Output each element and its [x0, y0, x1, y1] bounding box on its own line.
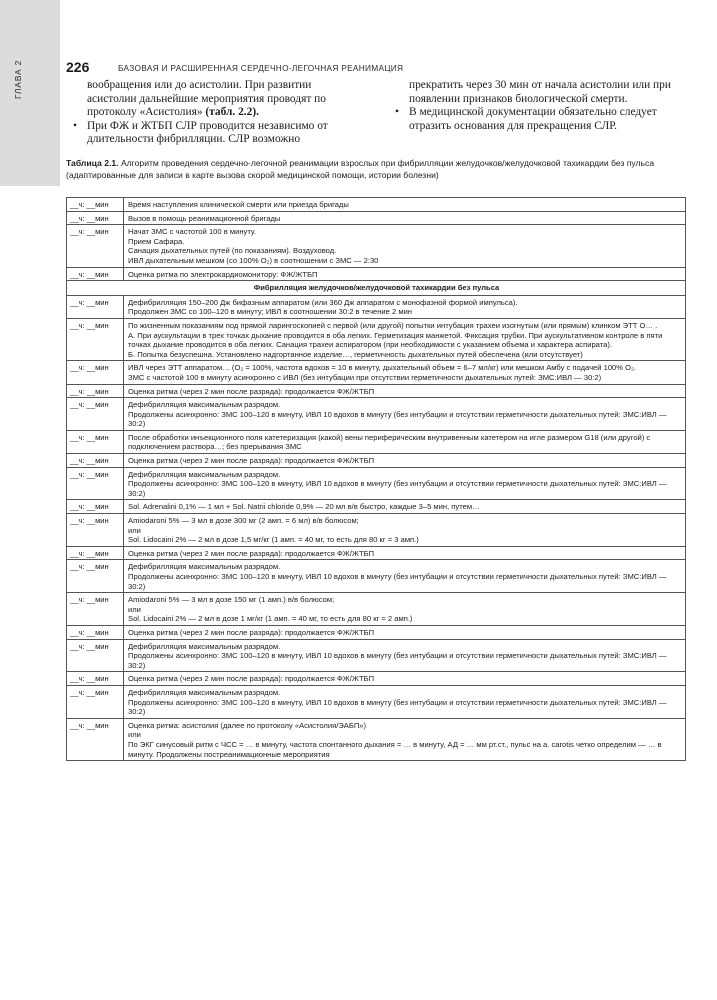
chapter-side-tab	[0, 0, 60, 186]
action-cell	[124, 295, 686, 318]
action-line: Дефибрилляция максимальным разрядом.	[128, 562, 281, 572]
action-line: Продолжены асинхронно: ЗМС 100–120 в минуту, ИВЛ 10 вдохов в минуту (без интубации и отсутствии герметичности дыхательных путей: ЗМС:ИВЛ — 30:2)	[128, 409, 667, 429]
action-cell	[124, 718, 686, 760]
table-row	[67, 560, 686, 593]
action-line: или	[128, 730, 141, 740]
time-cell: __ч: __мин	[67, 225, 124, 267]
time-cell: __ч: __мин	[67, 198, 124, 212]
running-title: БАЗОВАЯ И РАСШИРЕННАЯ СЕРДЕЧНО-ЛЕГОЧНАЯ РЕАНИМАЦИЯ	[118, 63, 404, 73]
time-cell: __ч: __мин	[67, 267, 124, 281]
action-line: ИВЛ дыхательным мешком (со 100% O₂) в соотношении с ЗМС — 2:30	[128, 255, 379, 265]
action-line: По жизненным показаниям под прямой ларингоскопией с первой (или другой) попытки интубация трахеи изогнутым (или прямым) клинком ЭТТ О… .	[128, 320, 658, 330]
table-row	[67, 211, 686, 225]
time-cell: __ч: __мин	[67, 398, 124, 431]
table-row	[67, 398, 686, 431]
action-cell	[124, 361, 686, 384]
table-section-row	[67, 281, 686, 296]
table-body-after	[67, 295, 686, 760]
action-line: ЗМС с частотой 100 в минуту асинхронно с ИВЛ (без интубации при отсутствии герметичности дыхательных путей: ЗМС:ИВЛ — 30:2)	[128, 372, 602, 382]
table-row	[67, 672, 686, 686]
action-cell	[124, 467, 686, 500]
action-cell	[124, 639, 686, 672]
action-line: Дефибрилляция максимальным разрядом.	[128, 400, 281, 410]
section-title: Фибрилляция желудочков/желудочковой тахикардии без пульса	[67, 281, 686, 296]
action-cell	[124, 454, 686, 468]
action-line: Оценка ритма (через 2 мин после разряда): продолжается ФЖ/ЖТБП	[128, 456, 375, 466]
action-line: ИВЛ через ЭТТ аппаратом… (O₂ = 100%, частота вдохов = 10 в минуту, дыхательный объем = 6–7 мл/кг) или мешком Амбу с подачей 100% O₂.	[128, 363, 637, 373]
action-line: Прием Сафара.	[128, 236, 185, 246]
table-row	[67, 361, 686, 384]
table-reference: (табл. 2.2).	[205, 106, 259, 119]
action-line: Оценка ритма по электрокардиомонитору: ФЖ/ЖТБП	[128, 269, 318, 279]
action-cell	[124, 384, 686, 398]
action-line: Amiodaroni 5% — 3 мл в дозе 300 мг (2 амп. = 6 мл) в/в болюсом;	[128, 516, 359, 526]
paragraph-left-text: вообращения или до асистолии. При развитии асистолии дальнейшие мероприятия проводят по протоколу «Асистолия»	[87, 79, 326, 119]
action-line: По ЭКГ синусовый ритм с ЧСС = … в минуту, частота спонтанного дыхания = … в минуту, АД = … мм рт.ст., пульс на a. carotis четко определим — … в минуту. Продолжены постреанимационные мероприятия	[128, 739, 662, 759]
paragraph-left	[66, 79, 356, 120]
action-line: Дефибрилляция максимальным разрядом.	[128, 687, 281, 697]
time-cell: __ч: __мин	[67, 454, 124, 468]
table-row	[67, 467, 686, 500]
protocol-table	[66, 197, 686, 761]
action-cell	[124, 211, 686, 225]
table-caption-label: Таблица 2.1.	[66, 158, 119, 168]
table-row	[67, 430, 686, 453]
time-cell: __ч: __мин	[67, 625, 124, 639]
table-row	[67, 514, 686, 547]
paragraph-right: прекратить через 30 мин от начала асистолии или при появлении признаков биологической смерти.	[409, 79, 671, 105]
table-row	[67, 318, 686, 360]
time-cell: __ч: __мин	[67, 546, 124, 560]
action-line: Продолжены асинхронно: ЗМС 100–120 в минуту, ИВЛ 10 вдохов в минуту (без интубации и отсутствии герметичности дыхательных путей: ЗМС:ИВЛ — 30:2)	[128, 572, 667, 591]
action-line: Amiodaroni 5% — 3 мл в дозе 150 мг (1 амп.) в/в болюсом;	[128, 595, 335, 605]
action-line: Sol. Lidocaini 2% — 2 мл в дозе 1,5 мг/кг (1 амп. = 40 мг, то есть для 80 кг = 3 амп.)	[128, 535, 419, 545]
action-line: Оценка ритма (через 2 мин после разряда): продолжается ФЖ/ЖТБП	[128, 386, 375, 396]
table-row	[67, 198, 686, 212]
action-line: После обработки инъекционного поля катетеризация (какой) вены периферическим внутривенным катетером на игле размером G18 (или другой) с подключением раствора…; без прерывания ЗМС	[128, 432, 651, 452]
action-cell	[124, 318, 686, 360]
action-line: Дефибрилляция максимальным разрядом.	[128, 469, 281, 479]
time-cell: __ч: __мин	[67, 500, 124, 514]
table-caption-text: Алгоритм проведения сердечно-легочной реанимации взрослых при фибрилляции желудочков/желудочковой тахикардии без пульса (адаптированные для записи в карте вызова скорой медицинской помощи, истории болезни)	[66, 158, 655, 180]
action-line: Оценка ритма: асистолия (далее по протоколу «Асистолия/ЭАБП»)	[128, 720, 367, 730]
table-row	[67, 384, 686, 398]
action-line: Продолжены асинхронно: ЗМС 100–120 в минуту, ИВЛ 10 вдохов в минуту (без интубации и отсутствии герметичности дыхательных путей: ЗМС:ИВЛ — 30:2)	[128, 651, 667, 670]
table-row	[67, 718, 686, 760]
time-cell: __ч: __мин	[67, 295, 124, 318]
action-line: Б. Попытка безуспешна. Установлено надгортанное изделие…, герметичность дыхательных путей обеспечена (или отсутствует)	[128, 349, 583, 359]
table-row	[67, 225, 686, 267]
time-cell: __ч: __мин	[67, 685, 124, 718]
action-cell	[124, 198, 686, 212]
action-cell	[124, 625, 686, 639]
action-cell	[124, 593, 686, 626]
action-line: Оценка ритма (через 2 мин после разряда): продолжается ФЖ/ЖТБП	[128, 548, 375, 558]
table-row	[67, 500, 686, 514]
table-row	[67, 546, 686, 560]
action-cell	[124, 546, 686, 560]
action-line: Дефибрилляция 150–200 Дж бифазным аппаратом (или 360 Дж аппаратом с монофазной формой импульса).	[128, 297, 518, 307]
action-line: Санация дыхательных путей (по показаниям). Воздуховод.	[128, 246, 337, 256]
time-cell: __ч: __мин	[67, 560, 124, 593]
text-column-left	[66, 79, 356, 147]
time-cell: __ч: __мин	[67, 467, 124, 500]
table-row	[67, 685, 686, 718]
action-line: Оценка ритма (через 2 мин после разряда): продолжается ФЖ/ЖТБП	[128, 674, 375, 684]
action-line: А. При аускультации в трех точках дыхание проводится в оба легких. Герметизация манжетой. Фиксация трубки. При аускультативном контроле в пяти точках дыхание проводится в оба легких. Санация трахеи аспиратором (при необходимости с указанием объема и характера аспирата).	[128, 330, 663, 350]
time-cell: __ч: __мин	[67, 361, 124, 384]
action-line: или	[128, 525, 141, 535]
action-line: Продолжен ЗМС со 100–120 в минуту; ИВЛ в соотношении 30:2 в течение 2 мин	[128, 307, 413, 317]
action-line: Sol. Lidocaini 2% — 2 мл в дозе 1 мг/кг (1 амп. = 40 мг, то есть для 80 кг = 2 амп.)	[128, 614, 413, 624]
action-line: Оценка ритма (через 2 мин после разряда): продолжается ФЖ/ЖТБП	[128, 627, 375, 637]
text-column-right	[388, 79, 678, 133]
time-cell: __ч: __мин	[67, 430, 124, 453]
time-cell: __ч: __мин	[67, 384, 124, 398]
action-cell	[124, 672, 686, 686]
table-row	[67, 639, 686, 672]
table-section	[67, 281, 686, 296]
table-row	[67, 295, 686, 318]
action-cell	[124, 398, 686, 431]
action-line: Время наступления клинической смерти или приезда бригады	[128, 200, 349, 209]
table-row	[67, 454, 686, 468]
action-cell	[124, 267, 686, 281]
time-cell: __ч: __мин	[67, 718, 124, 760]
page-number: 226	[66, 59, 90, 75]
action-line: Продолжены асинхронно: ЗМС 100–120 в минуту, ИВЛ 10 вдохов в минуту (без интубации и отсутствии герметичности дыхательных путей: ЗМС:ИВЛ — 30:2)	[128, 697, 667, 717]
action-cell	[124, 225, 686, 267]
table-caption	[66, 157, 686, 181]
time-cell: __ч: __мин	[67, 593, 124, 626]
chapter-tab-label: ГЛАВА 2	[13, 59, 23, 99]
time-cell: __ч: __мин	[67, 318, 124, 360]
bullet-item-right: • В медицинской документации обязательно следует отразить основания для прекращения СЛР.	[388, 106, 678, 133]
bullet-item-left: • При ФЖ и ЖТБП СЛР проводится независимо от длительности фибрилляции. СЛР возможно	[66, 120, 356, 147]
action-line: или	[128, 604, 141, 614]
table-row	[67, 267, 686, 281]
action-cell	[124, 430, 686, 453]
table-row	[67, 593, 686, 626]
action-cell	[124, 560, 686, 593]
action-line: Продолжены асинхронно: ЗМС 100–120 в минуту, ИВЛ 10 вдохов в минуту (без интубации и отсутствии герметичности дыхательных путей: ЗМС:ИВЛ — 30:2)	[128, 479, 667, 498]
action-cell	[124, 500, 686, 514]
action-cell	[124, 514, 686, 547]
action-line: Вызов в помощь реанимационной бригады	[128, 213, 281, 223]
table-row	[67, 625, 686, 639]
action-line: Дефибрилляция максимальным разрядом.	[128, 641, 281, 651]
action-line: Начат ЗМС с частотой 100 в минуту.	[128, 227, 257, 237]
time-cell: __ч: __мин	[67, 639, 124, 672]
time-cell: __ч: __мин	[67, 514, 124, 547]
time-cell: __ч: __мин	[67, 211, 124, 225]
action-cell	[124, 685, 686, 718]
action-line: Sol. Adrenalini 0,1% — 1 мл + Sol. Natrii chloride 0,9% — 20 мл в/в быстро, каждые 3–5 мин, путем…	[128, 502, 480, 512]
time-cell: __ч: __мин	[67, 672, 124, 686]
table-body-before	[67, 198, 686, 281]
